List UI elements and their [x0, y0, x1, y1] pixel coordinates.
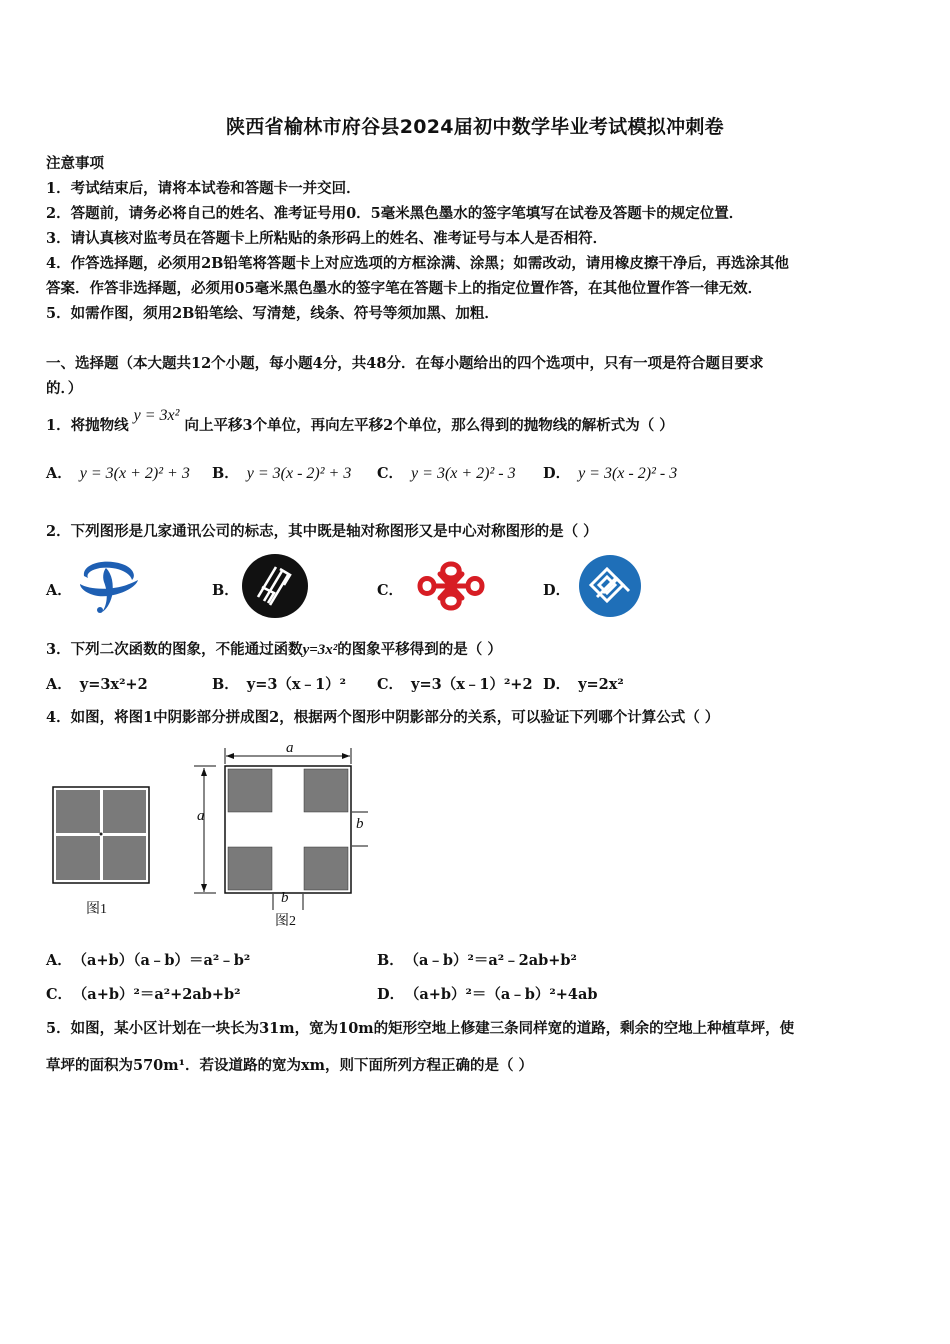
- figure-1: [52, 786, 150, 884]
- question-2-stem: 2．下列图形是几家通讯公司的标志，其中既是轴对称图形又是中心对称图形的是（ ）: [46, 523, 598, 540]
- q2-option-d-label[interactable]: D．: [543, 582, 571, 599]
- notice-item: 5．如需作图，须用2B铅笔绘、写清楚，线条、符号等须加黑、加粗．: [46, 305, 499, 322]
- q3-option-d[interactable]: [543, 673, 624, 694]
- option-text: y = 3(x - 2)² - 3: [578, 465, 678, 482]
- figure-2-caption: 图2: [275, 914, 296, 929]
- q3-formula: y=3x²: [302, 642, 338, 658]
- option-label: C．: [377, 676, 404, 693]
- figure-2: [192, 744, 372, 912]
- option-text: y=3（x﹣1）²: [246, 676, 347, 693]
- q3-stem-b: 的图象平移得到的是（ ）: [337, 641, 502, 658]
- section-heading: 一、选择题（本大题共12个小题，每小题4分，共48分．在每小题给出的四个选项中，只有一项是符合题目要求: [46, 355, 764, 372]
- option-label: D．: [543, 465, 571, 482]
- option-text: （a﹣b）²＝a²﹣2ab+b²: [411, 952, 577, 969]
- option-label: B．: [212, 676, 239, 693]
- option-text: （a+b）²＝（a﹣b）²+4ab: [412, 986, 598, 1003]
- option-text: y = 3(x - 2)² + 3: [246, 465, 352, 482]
- option-label: C．: [377, 465, 404, 482]
- label-a-top: a: [286, 740, 294, 756]
- label-a-left: a: [197, 808, 205, 824]
- option-text: y=3x²+2: [79, 676, 148, 693]
- option-label: C．: [46, 986, 73, 1003]
- question-5-stem-cont: 草坪的面积为570m¹．若设道路的宽为xm，则下面所列方程正确的是（ ）: [46, 1057, 533, 1074]
- q1-suffix: 向上平移3个单位，再向左平移2个单位，那么得到的抛物线的解析式为（ ）: [184, 417, 674, 434]
- page-title: 陕西省榆林市府谷县2024届初中数学毕业考试模拟冲刺卷: [226, 116, 724, 138]
- option-label: B．: [212, 465, 239, 482]
- notice-item: 3．请认真核对监考员在答题卡上所粘贴的条形码上的姓名、准考证号与本人是否相符．: [46, 230, 608, 247]
- china-telecom-logo: [76, 554, 142, 614]
- q1-prefix: 1．将抛物线: [46, 417, 129, 434]
- option-label: A．: [46, 465, 72, 482]
- question-3-stem: [46, 638, 502, 659]
- q1-formula: y = 3x²: [133, 407, 180, 424]
- section-heading-cont: 的．）: [46, 380, 83, 397]
- label-b-right: b: [356, 816, 364, 832]
- q2-option-b-label[interactable]: B．: [212, 582, 239, 599]
- notice-item: 答案．作答非选择题，必须用05毫米黑色墨水的签字笔在答题卡上的指定位置作答，在其他位置作答一律无效．: [46, 280, 763, 297]
- label-b-bottom: b: [281, 890, 289, 906]
- q1-option-b[interactable]: [212, 462, 351, 483]
- option-label: A．: [46, 676, 72, 693]
- china-mobile-logo: [577, 553, 643, 619]
- option-text: y = 3(x + 2)² - 3: [411, 465, 516, 482]
- notice-heading: 注意事项: [46, 155, 104, 172]
- question-1-stem: [46, 407, 674, 435]
- option-text: （a+b）（a﹣b）＝a²﹣b²: [79, 952, 251, 969]
- option-text: y=3（x﹣1）²+2: [411, 676, 533, 693]
- q3-option-b[interactable]: [212, 673, 346, 694]
- q4-option-b[interactable]: [377, 949, 577, 970]
- question-5-stem: 5．如图，某小区计划在一块长为31m，宽为10m的矩形空地上修建三条同样宽的道路，剩余的空地上种植草坪，使: [46, 1020, 795, 1037]
- china-unicom-logo: [410, 556, 492, 616]
- q3-option-c[interactable]: [377, 673, 533, 694]
- option-text: （a+b）²＝a²+2ab+b²: [80, 986, 241, 1003]
- q1-option-a[interactable]: [46, 462, 190, 483]
- black-circle-logo: [240, 553, 310, 619]
- option-text: y = 3(x + 2)² + 3: [79, 465, 190, 482]
- notice-item: 1．考试结束后，请将本试卷和答题卡一并交回．: [46, 180, 361, 197]
- q4-option-c[interactable]: [46, 983, 241, 1004]
- question-4-stem: 4．如图，将图1中阴影部分拼成图2，根据两个图形中阴影部分的关系，可以验证下列哪个计算公式（ ）: [46, 709, 720, 726]
- option-text: y=2x²: [578, 676, 624, 693]
- option-label: D．: [543, 676, 571, 693]
- option-label: B．: [377, 952, 404, 969]
- q4-option-a[interactable]: [46, 949, 250, 970]
- q1-option-d[interactable]: [543, 462, 677, 483]
- option-label: D．: [377, 986, 405, 1003]
- option-label: A．: [46, 952, 72, 969]
- q1-option-c[interactable]: [377, 462, 516, 483]
- notice-item: 4．作答选择题，必须用2B铅笔将答题卡上对应选项的方框涂满、涂黑；如需改动，请用橡皮擦干净后，再选涂其他: [46, 255, 789, 272]
- q2-option-c-label[interactable]: C．: [377, 582, 404, 599]
- q3-option-a[interactable]: [46, 673, 148, 694]
- notice-item: 2．答题前，请务必将自己的姓名、准考证号用0．5毫米黑色墨水的签字笔填写在试卷及答题卡的规定位置．: [46, 205, 744, 222]
- figure-1-caption: 图1: [86, 902, 107, 917]
- q4-option-d[interactable]: [377, 983, 598, 1004]
- q3-stem-a: 3．下列二次函数的图象，不能通过函数: [46, 641, 303, 658]
- q2-option-a-label[interactable]: A．: [46, 582, 72, 599]
